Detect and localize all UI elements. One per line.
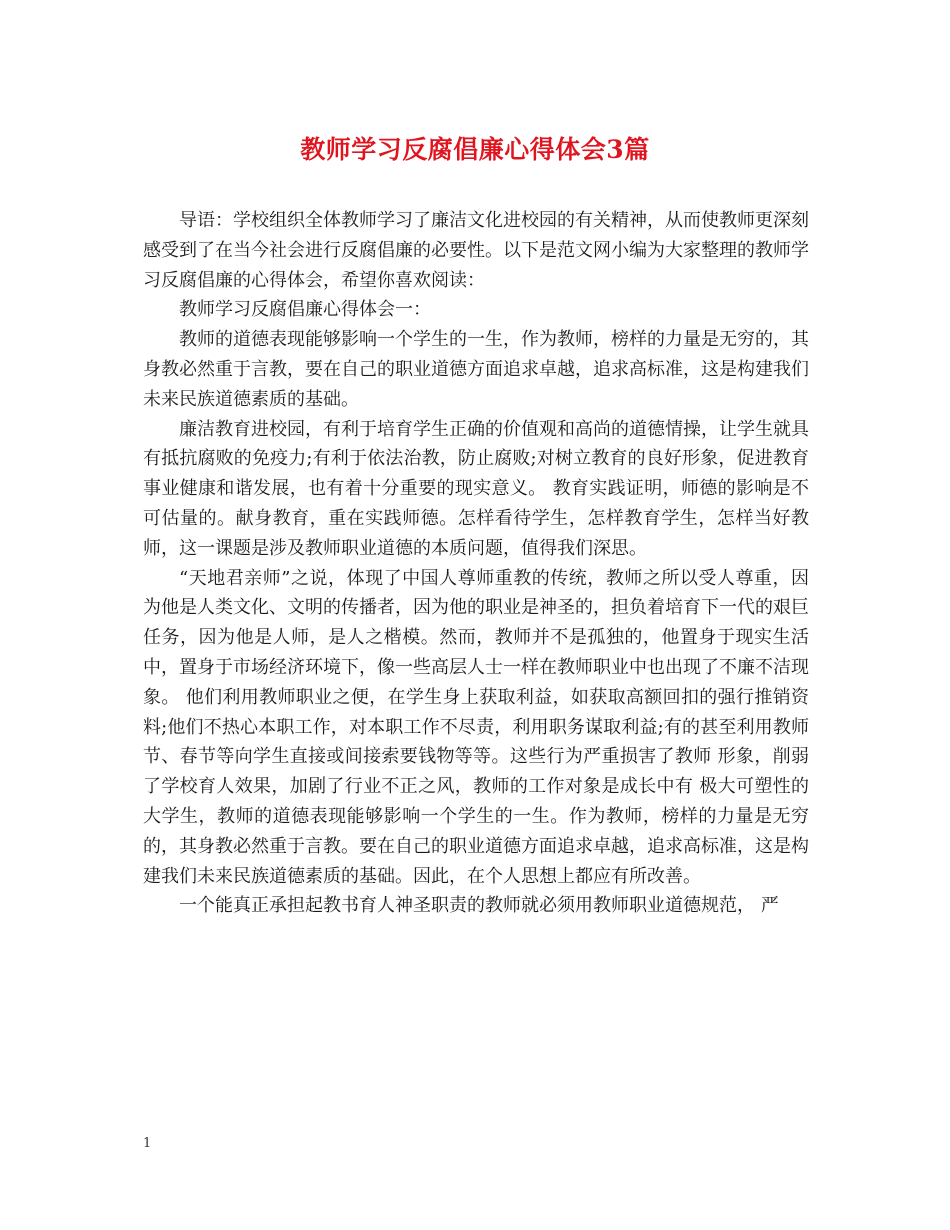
paragraph-intro: 导语：学校组织全体教师学习了廉洁文化进校园的有关精神，从而使教师更深刻感受到了在当今社会进行反腐倡廉的必要性。以下是范文网小编为大家整理的教师学习反腐倡廉的心得体会，希望你喜欢阅读： xyxy=(143,210,809,291)
paragraph: 廉洁教育进校园，有利于培育学生正确的价值观和高尚的道德情操，让学生就具有抵抗腐败的免疫力;有利于依法治教，防止腐败;对树立教育的良好形象，促进教育事业健康和谐发展，也有着十分重要的现实意义。 教育实践证明，师德的影响是不可估量的。献身教育，重在实践师德。怎样看待学生，怎样教育学生，怎样当好教师，这一课题是涉及教师职业道德的本质问题，值得我们深思。 xyxy=(143,418,809,559)
section-heading: 教师学习反腐倡廉心得体会一： xyxy=(179,299,431,321)
document-body xyxy=(143,206,809,921)
paragraph: 一个能真正承担起教书育人神圣职责的教师就必须用教师职业道德规范， 严 xyxy=(179,895,779,917)
document-title: 教师学习反腐倡廉心得体会3篇 xyxy=(300,135,650,164)
paragraph: “天地君亲师”之说，体现了中国人尊师重教的传统，教师之所以受人尊重，因为他是人类文化、文明的传播者，因为他的职业是神圣的，担负着培育下一代的艰巨任务，因为他是人师，是人之楷模。然而，教师并不是孤独的，他置身于现实生活中，置身于市场经济环境下，像一些高层人士一样在教师职业中也出现了不廉不洁现象。 他们利用教师职业之便，在学生身上获取利益，如获取高额回扣的强行推销资料;他们不热心本职工作，对本职工作不尽责，利用职务谋取利益;有的甚至利用教师节、春节等向学生直接或间接索要钱物等等。这些行为严重损害了教师 形象，削弱了学校育人效果，加剧了行业不正之风，教师的工作对象是成长中有 极大可塑性的大学生，教师的道德表现能够影响一个学生的一生。作为教师，榜样的力量是无穷的，其身教必然重于言教。要在自己的职业道德方面追求卓越，追求高标准，这是构建我们未来民族道德素质的基础。因此，在个人思想上都应有所改善。 xyxy=(143,567,809,887)
page-number: 1 xyxy=(143,1136,152,1151)
paragraph: 教师的道德表现能够影响一个学生的一生，作为教师，榜样的力量是无穷的，其身教必然重于言教，要在自己的职业道德方面追求卓越，追求高标准，这是构建我们未来民族道德素质的基础。 xyxy=(143,329,809,410)
